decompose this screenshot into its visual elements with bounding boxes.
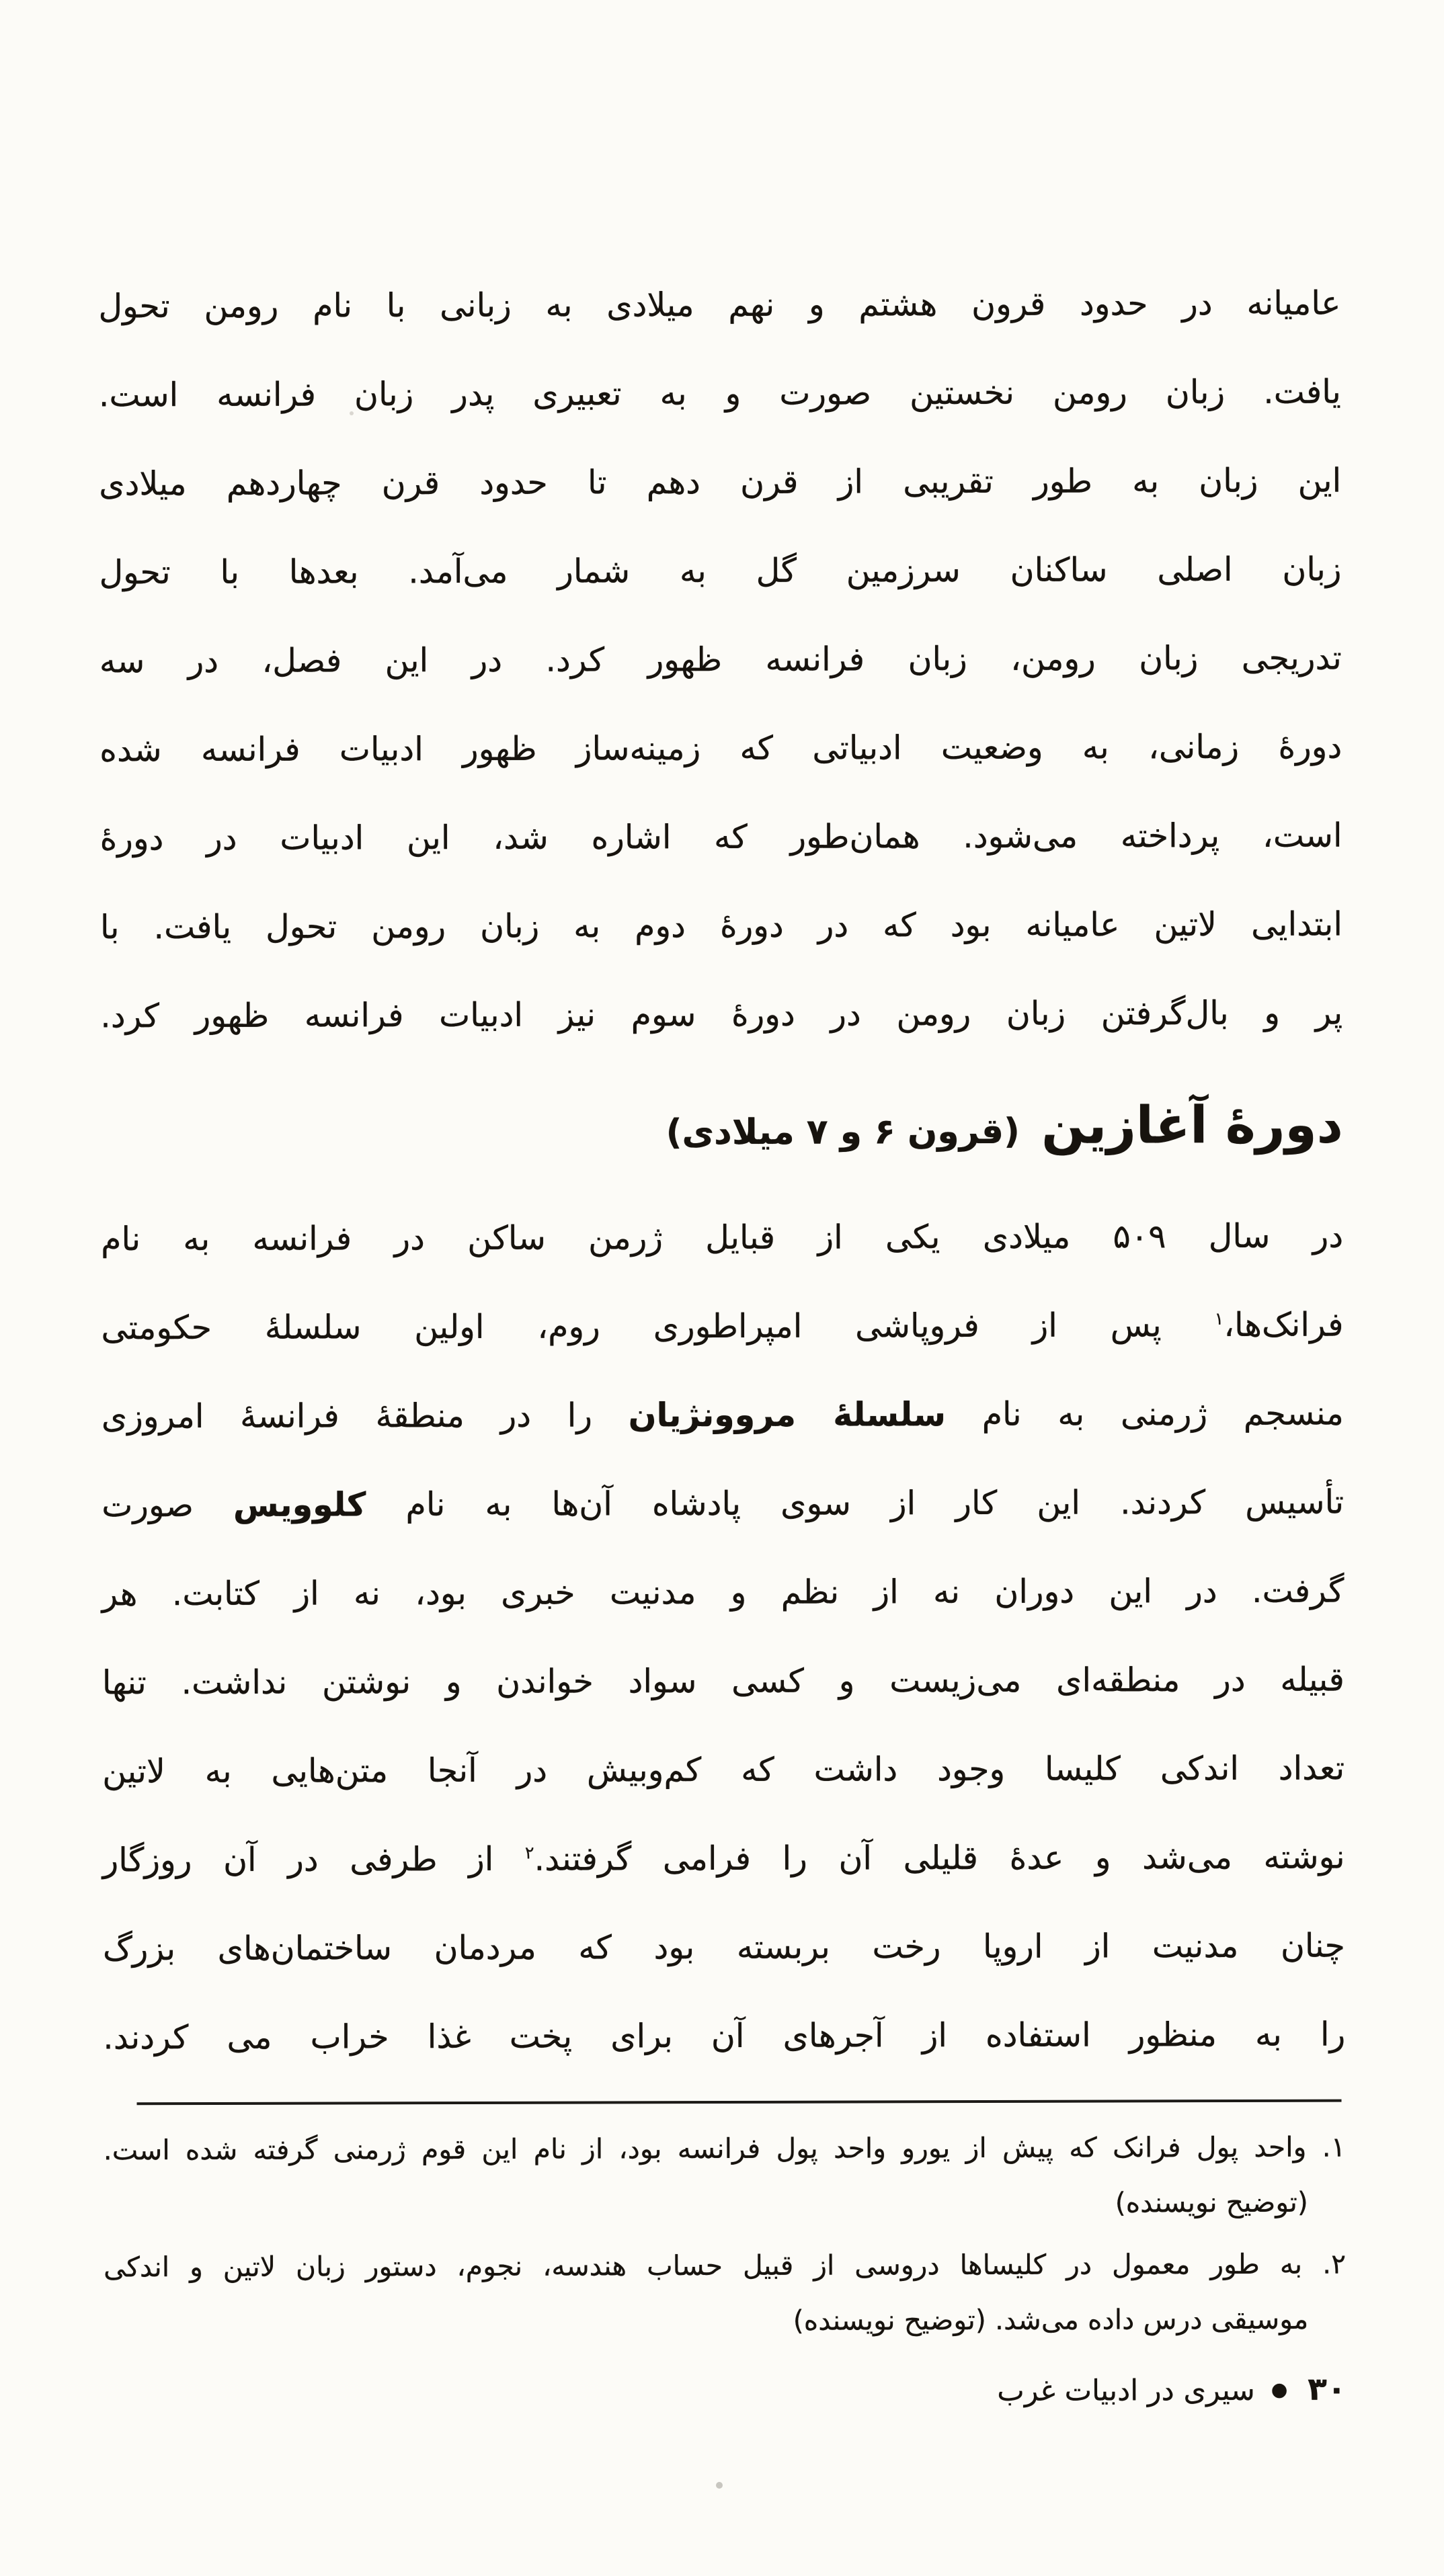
footnote-line: موسیقی درس داده می‌شد. (توضیح نویسنده) [793,2302,1309,2337]
text-run: فرانک‌ها، [1224,1305,1344,1345]
text-run: یافت. زبان رومن نخستین صورت و به تعبیری پدر زبان فرانسه است. [98,372,1341,415]
text-line [102,1458,1344,1550]
text-run: پر و بال‌گرفتن زبان رومن در دورهٔ سوم نیز ادبیات فرانسه ظهور کرد. [100,993,1343,1036]
footnote-line: ۲. به طور معمول در کلیساها دروسی از قبیل حساب هندسه، نجوم، دستور زبان لاتین و اندکی [104,2247,1347,2284]
page-number: ۳۰ [1308,2370,1347,2408]
text-line [101,1192,1343,1284]
footnote [104,2237,1346,2350]
text-line [103,1991,1345,2083]
text-run: گرفت. در این دوران نه از نظم و مدنیت خبری بود، نه از کتابت. هر [102,1571,1345,1614]
scan-speck [716,2482,723,2489]
text-line [102,1370,1344,1462]
text-run: تعداد اندکی کلیسا وجود داشت که کم‌وبیش در آنجا متن‌هایی به لاتین [102,1749,1345,1791]
text-run: تأسیس کردند. این کار از سوی پادشاه آن‌ها به نام [366,1483,1345,1524]
text-line [101,1281,1343,1373]
bold-term: سلسلهٔ مروونژیان [628,1395,947,1435]
section-heading [101,1078,1343,1188]
footer-bullet-icon: ● [1271,2378,1288,2401]
text-line [102,1636,1345,1728]
text-line [100,969,1342,1061]
book-title: سیری در ادبیات غرب [997,2373,1255,2408]
text-run: پس از فروپاشی امپراطوری روم، اولین سلسلهٔ حکومتی [101,1306,1215,1347]
text-run: است، پرداخته می‌شود. همان‌طور که اشاره شد، این ادبیات در دورهٔ [99,816,1342,858]
page-footer [104,2371,1347,2411]
text-line [102,1725,1345,1817]
scan-speck [350,411,354,415]
paragraph-2 [101,1192,1345,2083]
text-line [103,1902,1345,1994]
footnote-divider [136,2100,1341,2106]
text-line [99,792,1342,884]
footnote-line: (توضیح نویسنده) [1115,2186,1308,2219]
footnote-line: ۱. واحد پول فرانک که پیش از یورو واحد پول فرانسه بود، از نام این قوم ژرمنی گرفته شده است. [103,2130,1346,2167]
text-line [99,437,1341,529]
text-line [99,703,1342,795]
text-run: عامیانه در حدود قرون هشتم و نهم میلادی به زبانی با نام رومن تحول [98,284,1341,326]
text-run: صورت [102,1485,234,1525]
text-run: را به منظور استفاده از آجرهای آن برای پخت غذا خراب می کردند. [103,2015,1346,2057]
text-run: دورهٔ زمانی، به وضعیت ادبیاتی که زمینه‌ساز ظهور ادبیات فرانسه شده [99,727,1342,770]
text-run: نوشته می‌شد و عدهٔ قلیلی آن را فرامی گرفتند. [534,1837,1345,1878]
text-run: چنان مدنیت از اروپا رخت بربسته بود که مردمان ساختمان‌های بزرگ [102,1926,1345,1968]
text-run: منسجم ژرمنی به نام [945,1394,1344,1434]
text-run: ابتدایی لاتین عامیانه بود که در دورهٔ دوم به زبان رومن تحول یافت. با [99,905,1342,947]
text-line [99,526,1341,618]
text-run: زبان اصلی ساکنان سرزمین گل به شمار می‌آمد. بعدها با تحول [99,550,1342,592]
text-run: تدریجی زبان رومن، زبان فرانسه ظهور کرد. در این فصل، در سه [99,638,1342,681]
bold-term: کلوویس [233,1485,366,1524]
text-run: این زبان به طور تقریبی از قرن دهم تا حدود قرن چهاردهم میلادی [99,461,1342,503]
heading-subtitle: (قرون ۶ و ۷ میلادی) [666,1111,1020,1153]
footnote-marker: ۱ [1214,1308,1224,1329]
main-text [97,0,1346,2411]
text-line [99,348,1341,440]
footnotes [104,2120,1347,2350]
text-line [102,1813,1345,1905]
paragraph-1 [98,259,1342,1061]
footnote [104,2120,1346,2233]
footnote-marker: ۲ [524,1843,534,1864]
text-run: از طرفی در آن روزگار [102,1839,526,1880]
text-line [102,1547,1344,1639]
text-run: را در منطقهٔ فرانسهٔ امروزی [101,1396,629,1436]
text-run: در سال ۵۰۹ میلادی یکی از قبایل ژرمن ساکن در فرانسه به نام [101,1216,1344,1259]
text-line [98,259,1340,351]
text-line [99,614,1342,706]
heading-title: دورهٔ آغازین [1041,1094,1343,1155]
text-line [100,880,1342,972]
text-run: قبیله در منطقه‌ای می‌زیست و کسی سواد خواندن و نوشتن نداشت. تنها [102,1660,1345,1702]
